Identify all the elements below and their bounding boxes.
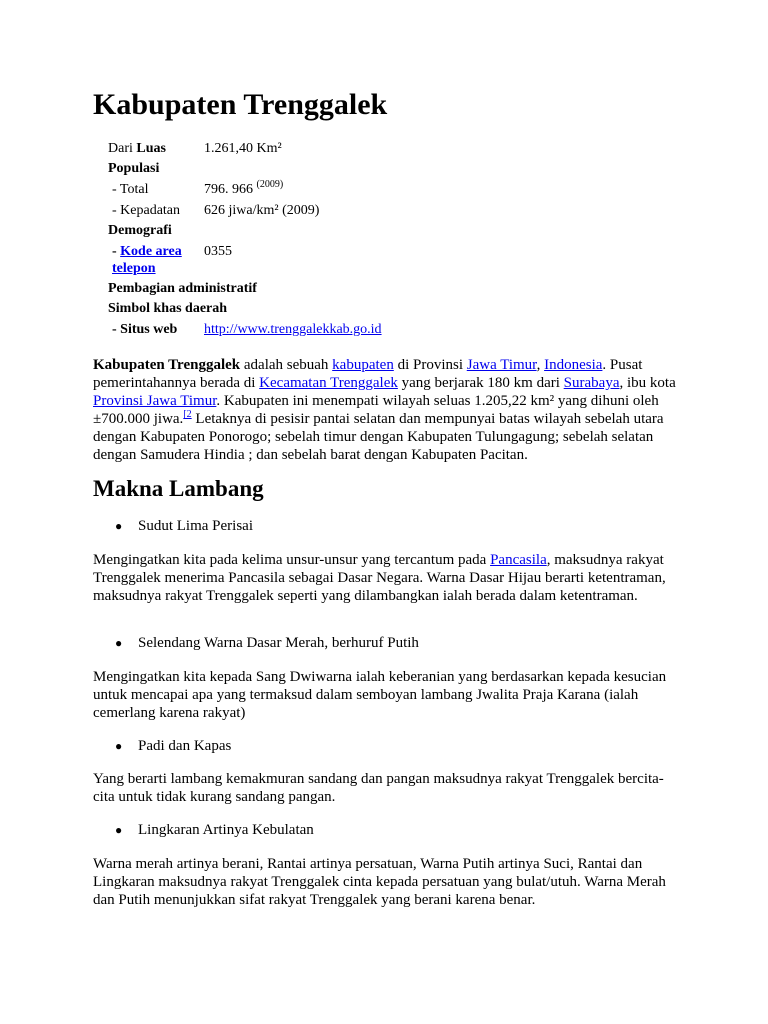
simbol-label: Simbol khas daerah — [108, 301, 228, 316]
link-jawa-timur[interactable]: Jawa Timur — [466, 357, 537, 373]
link-provinsi-jawa-timur[interactable]: Provinsi Jawa Timur — [93, 393, 217, 409]
kode-prefix: - — [112, 244, 121, 259]
paragraph: Mengingatkan kita pada kelima unsur-unsur yang tercantum pada Pancasila, maksudnya rakyat Trenggalek menerima Pancasila sebagai Dasar Negara. Warna Dasar Hijau berarti ketentraman, maksudnya rakyat Trenggalek seperti yang dilambangkan ialah berada dalam ketentraman. — [93, 552, 666, 604]
demografi-label: Demografi — [108, 223, 172, 238]
intro-subject: Kabupaten Trenggalek — [93, 357, 241, 373]
paragraph: Yang berarti lambang kemakmuran sandang dan pangan maksudnya rakyat Trenggalek bercita-cita untuk tidak kurang sandang pangan. — [93, 771, 664, 805]
total-label: - Total — [112, 182, 149, 197]
bullet-text: Selendang Warna Dasar Merah, berhuruf Putih — [138, 635, 419, 651]
section-heading-makna-lambang: Makna Lambang — [93, 476, 264, 501]
kode-area-link[interactable]: Kode area telepon — [112, 244, 182, 276]
paragraph: Warna merah artinya berani, Rantai artinya persatuan, Warna Putih artinya Suci, Rantai dan Lingkaran maksudnya rakyat Trenggalek cinta kepada persatuan yang bulat/utuh. Warna Merah dan Putih menunjukkan sifat rakyat Trenggalek yang berani karena benar. — [93, 856, 666, 908]
bullet-text: Lingkaran Artinya Kebulatan — [138, 822, 314, 838]
page-title: Kabupaten Trenggalek — [93, 88, 388, 121]
kepadatan-label: - Kepadatan — [112, 203, 181, 218]
total-year: (2009) — [256, 179, 284, 190]
pembagian-label: Pembagian administratif — [108, 281, 257, 296]
kepadatan-value: 626 jiwa/km² (2009) — [204, 203, 320, 218]
intro-paragraph: Kabupaten Trenggalek adalah sebuah kabupaten di Provinsi Jawa Timur, Indonesia. Pusat pemerintahannya berada di Kecamatan Trenggalek yang berjarak 180 km dari Surabaya, ibu kota Provinsi Jawa Timur. Kabupaten ini menempati wilayah seluas 1.205,22 km² yang dihuni oleh ±700.000 jiwa.$^{[2}$ Letaknya di pesisir pantai selatan dan mempunyai batas wilayah sebelah utara dengan Kabupaten Ponorogo; sebelah timur dengan Kabupaten Tulungagung; sebelah selatan dengan Samudera Hindia ; dan sebelah barat dengan Kabupaten Pacitan. — [93, 357, 676, 463]
situs-web-link[interactable]: http://www.trenggalekkab.go.id — [204, 322, 382, 337]
luas-value: 1.261,40 Km² — [204, 141, 282, 156]
link-surabaya[interactable]: Surabaya — [563, 375, 620, 391]
link-pancasila[interactable]: Pancasila — [490, 552, 547, 568]
bullet-text: Padi dan Kapas — [138, 738, 232, 754]
populasi-label: Populasi — [108, 161, 160, 176]
link-indonesia[interactable]: Indonesia — [544, 357, 603, 373]
infobox-row-pembagian — [108, 280, 508, 298]
reference-link[interactable]: [2 — [183, 409, 192, 420]
total-value: 796. 966 — [204, 182, 253, 197]
link-kecamatan-trenggalek[interactable]: Kecamatan Trenggalek — [259, 375, 398, 391]
bullet-icon: ● — [115, 519, 123, 533]
bullet-icon: ● — [115, 739, 123, 753]
situs-label: - Situs web — [112, 322, 178, 337]
infobox-row-simbol — [108, 300, 508, 318]
link-kabupaten[interactable]: kabupaten — [332, 357, 394, 373]
bullet-icon: ● — [115, 636, 123, 650]
luas-prefix: Dari — [108, 141, 133, 156]
luas-label: Luas — [136, 141, 166, 156]
paragraph: Mengingatkan kita kepada Sang Dwiwarna ialah keberanian yang berdasarkan kepada kesucian untuk mencapai apa yang termaksud dalam semboyan lambang Jwalita Praja Karana (ialah cemerlang karena rakyat) — [93, 669, 667, 721]
kode-area-value: 0355 — [204, 244, 232, 259]
bullet-text: Sudut Lima Perisai — [138, 518, 253, 534]
bullet-icon: ● — [115, 823, 123, 837]
